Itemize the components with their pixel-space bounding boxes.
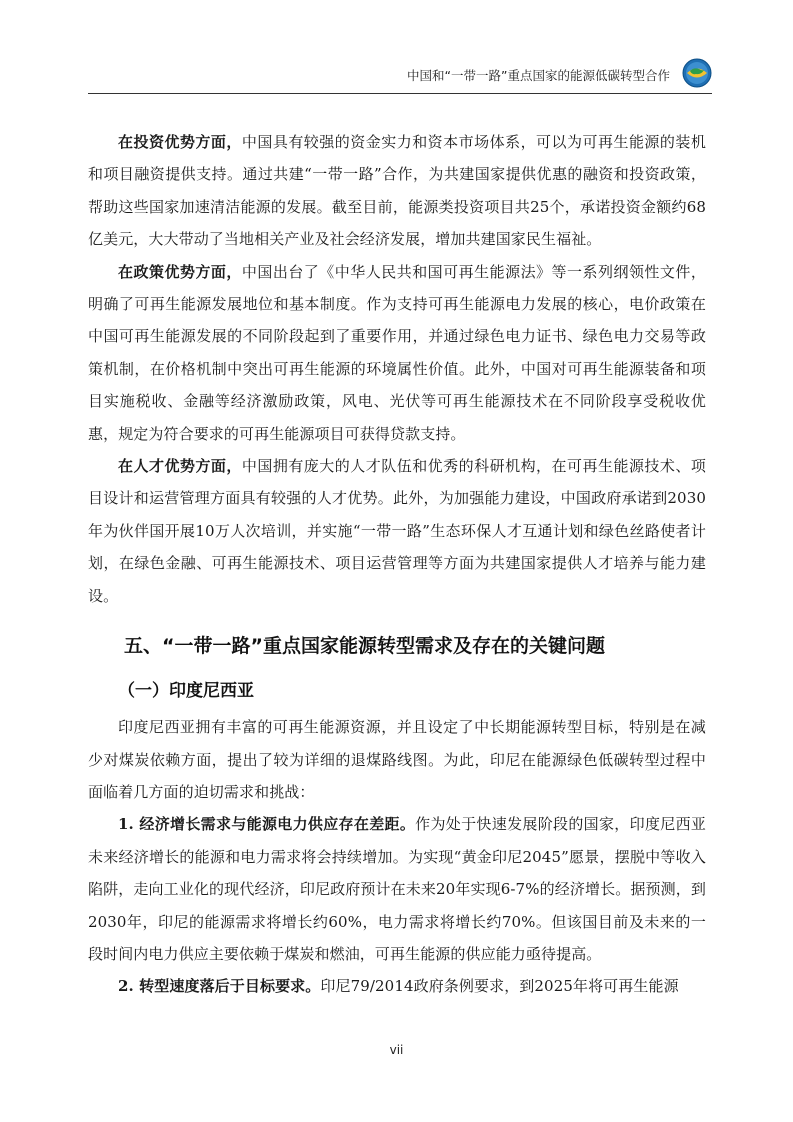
paragraph-lead: 在人才优势方面， — [118, 457, 242, 476]
paragraph-talent — [88, 450, 706, 612]
paragraph-investment — [88, 126, 706, 256]
paragraph-intro: 印度尼西亚拥有丰富的可再生能源资源，并且设定了中长期能源转型目标，特别是在减少对煤炭依赖方面，提出了较为详细的退煤路线图。为此，印尼在能源绿色低碳转型过程中面临着几方面的迫切需求和挑战： — [88, 718, 706, 801]
subsection-heading: （一）印度尼西亚 — [118, 681, 254, 702]
page-number: vii — [389, 1043, 404, 1057]
paragraph-text: 中国具有较强的资金实力和资本市场体系，可以为可再生能源的装机和项目融资提供支持。通过共建“一带一路”合作，为共建国家提供优惠的融资和投资政策，帮助这些国家加速清洁能源的发展。截至目前，能源类投资项目共25个，承诺投资金额约68亿美元，大大带动了当地相关产业及社会经济发展，增加共建国家民生福祉。 — [88, 133, 706, 249]
point-lead: 2. 转型速度落后于目标要求。 — [118, 977, 321, 996]
paragraph-text: 中国拥有庞大的人才队伍和优秀的科研机构，在可再生能源技术、项目设计和运营管理方面具有较强的人才优势。此外，为加强能力建设，中国政府承诺到2030年为伙伴国开展10万人次培训，并实施“一带一路”生态环保人才互通计划和绿色丝路使者计划，在绿色金融、可再生能源技术、项目运营管理等方面为共建国家提供人才培养与能力建设。 — [88, 457, 706, 605]
point-text: 作为处于快速发展阶段的国家，印度尼西亚未来经济增长的能源和电力需求将会持续增加。为实现“黄金印尼2045”愿景，摆脱中等收入陷阱，走向工业化的现代经济，印尼政府预计在未来20年实现6-7%的经济增长。据预测，到2030年，印尼的能源需求将增长约60%，电力需求将增长约70%。但该国目前及未来的一段时间内电力供应主要依赖于煤炭和燃油，可再生能源的供应能力亟待提高。 — [88, 815, 707, 963]
globe-emblem-icon — [682, 58, 712, 88]
paragraph-text: 中国出台了《中华人民共和国可再生能源法》等一系列纲领性文件，明确了可再生能源发展地位和基本制度。作为支持可再生能源电力发展的核心，电价政策在中国可再生能源发展的不同阶段起到了重要作用，并通过绿色电力证书、绿色电力交易等政策机制，在价格机制中突出可再生能源的环境属性价值。此外，中国对可再生能源装备和项目实施税收、金融等经济激励政策，风电、光伏等可再生能源技术在不同阶段享受税收优惠，规定为符合要求的可再生能源项目可获得贷款支持。 — [88, 262, 706, 443]
point-lead: 1. 经济增长需求与能源电力供应存在差距。 — [118, 815, 416, 834]
paragraph-lead: 在投资优势方面， — [118, 133, 242, 151]
header-title: 中国和“一带一路”重点国家的能源低碳转型合作 — [407, 68, 670, 83]
point-text: 印尼79/2014政府条例要求，到2025年将可再生能源 — [320, 977, 679, 996]
paragraph-policy — [88, 256, 706, 450]
paragraph-point-2 — [88, 970, 706, 1002]
header-divider — [88, 93, 712, 94]
page-header — [380, 56, 712, 92]
paragraph-point-1 — [88, 808, 706, 970]
document-body — [88, 126, 706, 1003]
paragraph-lead: 在政策优势方面， — [118, 262, 242, 281]
section-heading: 五、“一带一路”重点国家能源转型需求及存在的关键问题 — [124, 635, 605, 658]
